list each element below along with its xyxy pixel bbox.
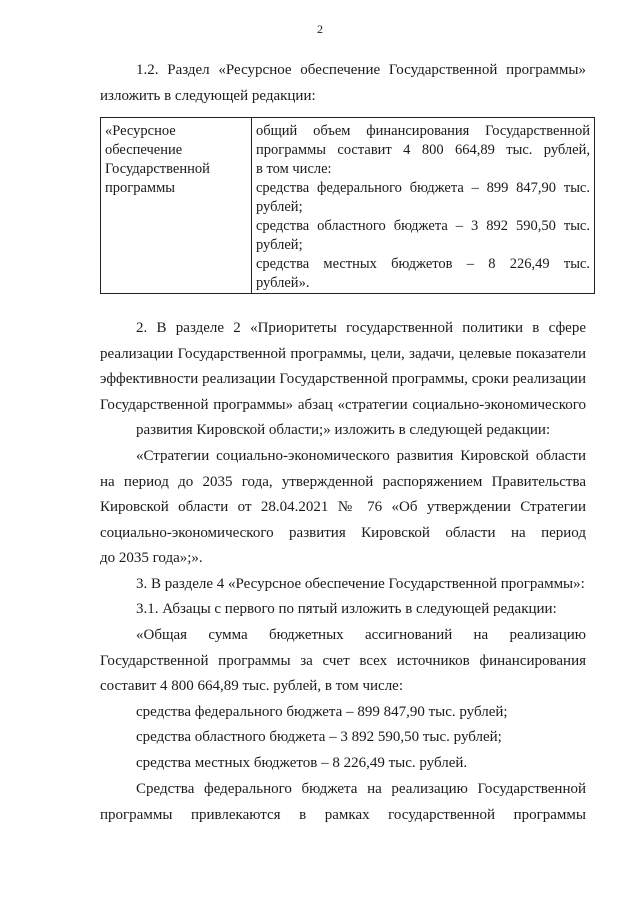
table-value-line: средства федерального бюджета – 899 847,90 тыс. [256,180,590,196]
paragraph-local-budget: средства местных бюджетов – 8 226,49 тыс. рублей. [136,755,468,771]
text-line: программы привлекаются в рамках государственной программы [100,806,586,823]
table-value-line: рублей». [256,275,310,291]
text-line: Средства федерального бюджета на реализацию Государственной [136,781,586,797]
text-line: до 2035 года»;». [100,550,203,567]
text-line: «Стратегии социально-экономического развития Кировской области [136,448,586,464]
text-line: составит 4 800 664,89 тыс. рублей, в том числе: [100,678,404,695]
table-label-cell [101,118,252,294]
table-value-line: рублей; [256,199,303,215]
text-line: 2. В разделе 2 «Приоритеты государственной политики в сфере [136,320,586,336]
table-value-line: средства местных бюджетов – 8 226,49 тыс. [256,256,590,272]
paragraph-section-4: 3. В разделе 4 «Ресурсное обеспечение Государственной программы»: [136,576,585,592]
table-label-line: программы [105,180,175,196]
text-line: на период до 2035 года, утвержденной распоряжением Правительства [100,473,586,490]
text-line: Государственной программы» абзац «стратегии социально-экономического [100,396,586,413]
text-line: развития Кировской области;» изложить в следующей редакции: [136,422,551,439]
paragraph-total-amount [100,623,586,700]
table-value-line: средства областного бюджета – 3 892 590,50 тыс. [256,218,590,234]
text-line: Кировской области от 28.04.2021 № 76 «Об утверждении Стратегии [100,499,586,516]
table-value-line: рублей; [256,237,303,253]
paragraph-section-2 [100,316,586,444]
paragraph-strategy [100,444,586,572]
text-line: социально-экономического развития Кировской области на период [100,524,586,541]
text-line: 1.2. Раздел «Ресурсное обеспечение Государственной программы» [136,62,586,78]
page-number: 2 [317,22,323,36]
paragraph-federal-budget: средства федерального бюджета – 899 847,90 тыс. рублей; [136,704,508,720]
table-value-line: программы составит 4 800 664,89 тыс. рублей, [256,142,590,158]
table-value-cell [252,118,595,294]
text-line: изложить в следующей редакции: [100,87,316,104]
table-value-line: общий объем финансирования Государственной [256,123,590,139]
table-label-line: обеспечение [105,142,183,158]
text-line: реализации Государственной программы, цели, задачи, целевые показатели [100,345,586,362]
resource-table [100,117,595,294]
table-value-line: в том числе: [256,161,332,177]
paragraph-regional-budget: средства областного бюджета – 3 892 590,50 тыс. рублей; [136,729,502,745]
table-label-line: Государственной [105,161,210,177]
table-label-line: «Ресурсное [105,123,176,139]
text-line: «Общая сумма бюджетных ассигнований на реализацию [136,627,586,643]
text-line: Государственной программы за счет всех источников финансирования [100,652,586,669]
text-line: эффективности реализации Государственной программы, сроки реализации [100,371,586,388]
intro-paragraph [100,58,586,109]
paragraph-3-1: 3.1. Абзацы с первого по пятый изложить в следующей редакции: [136,601,557,617]
paragraph-federal-funds [100,777,586,828]
